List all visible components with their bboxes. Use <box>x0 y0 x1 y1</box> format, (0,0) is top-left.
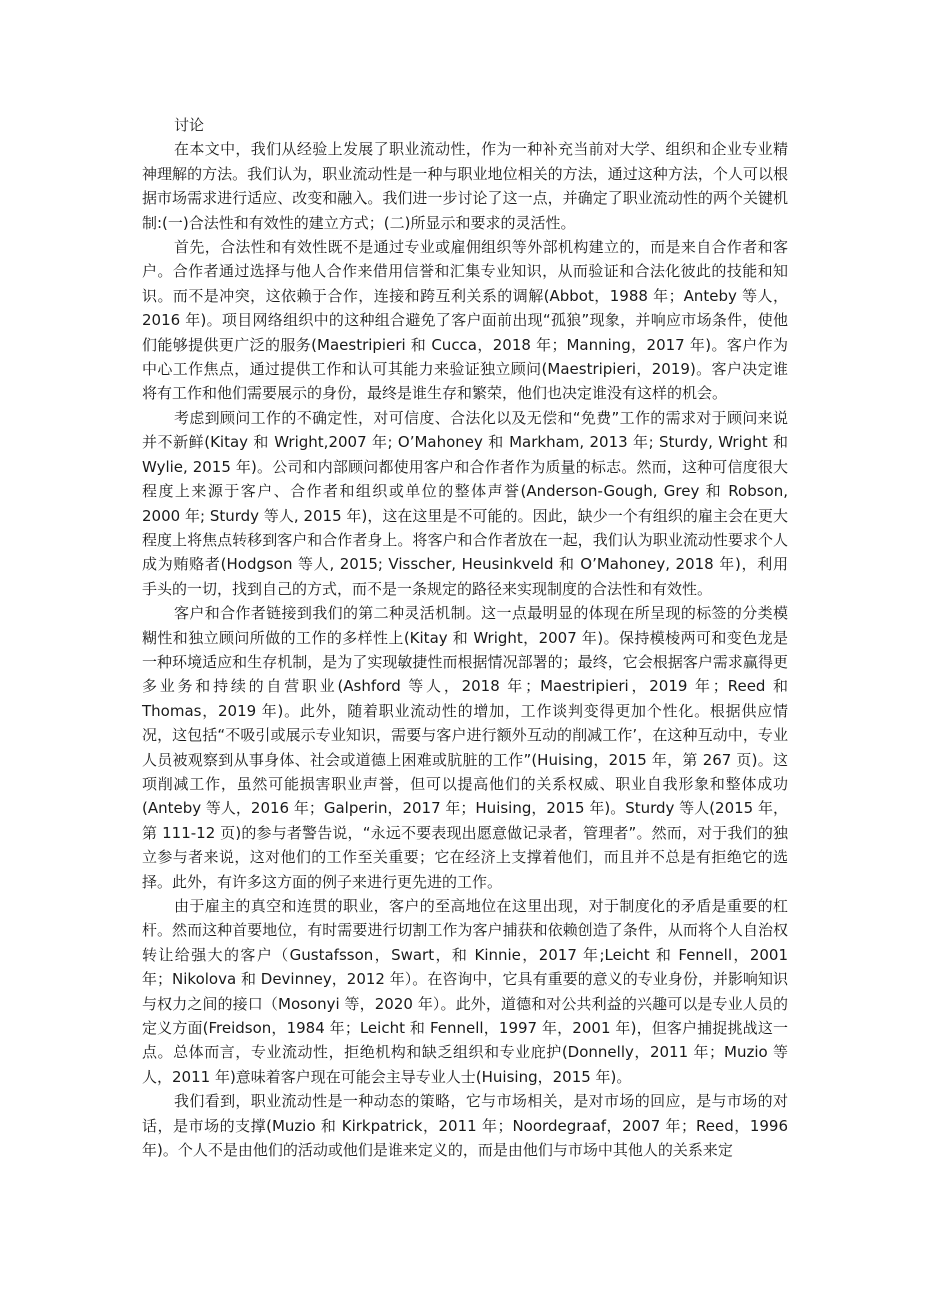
document-body <box>142 113 788 1162</box>
paragraph-3: 考虑到顾问工作的不确定性，对可信度、合法化以及无偿和“免费”工作的需求对于顾问来说并不新鲜(Kitay 和 Wright,2007 年; O’Mahoney 和 Markham, 2013 年; Sturdy, Wright 和 Wylie, 2015 年)。公司和内部顾问都使用客户和合作者作为质量的标志。然而，这种可信度很大程度上来源于客户、合作者和组织或单位的整体声誉(Anderson-Gough, Grey 和 Robson, 2000 年; Sturdy 等人, 2015 年)，这在这里是不可能的。因此，缺少一个有组织的雇主会在更大程度上将焦点转移到客户和合作者身上。将客户和合作者放在一起，我们认为职业流动性要求个人成为贿赂者(Hodgson 等人, 2015; Visscher, Heusinkveld 和 O’Mahoney, 2018 年)，利用手头的一切，找到自己的方式，而不是一条规定的路径来实现制度的合法性和有效性。 <box>142 408 788 598</box>
paragraph-2: 首先，合法性和有效性既不是通过专业或雇佣组织等外部机构建立的，而是来自合作者和客户。合作者通过选择与他人合作来借用信誉和汇集专业知识，从而验证和合法化彼此的技能和知识。而不是冲突，这依赖于合作，连接和跨互利关系的调解(Abbot，1988 年；Anteby 等人，2016 年)。项目网络组织中的这种组合避免了客户面前出现“孤狼”现象，并响应市场条件，使他们能够提供更广泛的服务(Maestripieri 和 Cucca，2018 年；Manning，2017 年)。客户作为中心工作焦点，通过提供工作和认可其能力来验证独立顾问(Maestripieri，2019)。客户决定谁将有工作和他们需要展示的身份，最终是谁生存和繁荣，他们也决定谁没有这样的机会。 <box>142 238 788 403</box>
paragraph-6: 我们看到，职业流动性是一种动态的策略，它与市场相关，是对市场的回应，是与市场的对话，是市场的支撑(Muzio 和 Kirkpatrick，2011 年；Noordegraaf，2007 年；Reed，1996 年)。个人不是由他们的活动或他们是谁来定义的，而是由他们与市场中其他人的关系来定 <box>142 1092 788 1160</box>
paragraph-4: 客户和合作者链接到我们的第二种灵活机制。这一点最明显的体现在所呈现的标签的分类模糊性和独立顾问所做的工作的多样性上(Kitay 和 Wright，2007 年)。保持模棱两可和变色龙是一种环境适应和生存机制，是为了实现敏捷性而根据情况部署的；最终，它会根据客户需求赢得更多业务和持续的自营职业(Ashford 等人，2018 年；Maestripieri，2019 年；Reed 和 Thomas，2019 年)。此外，随着职业流动性的增加，工作谈判变得更加个性化。根据供应情况，这包括“不吸引或展示专业知识，需要与客户进行额外互动的削减工作’，在这种互动中，专业人员被观察到从事身体、社会或道德上困难或肮脏的工作”(Huising，2015 年，第 267 页)。这项削减工作，虽然可能损害职业声誉，但可以提高他们的关系权威、职业自我形象和整体成功(Anteby 等人，2016 年；Galperin，2017 年；Huising，2015 年)。Sturdy 等人(2015 年，第 111-12 页)的参与者警告说，“永远不要表现出愿意做记录者，管理者”。然而，对于我们的独立参与者来说，这对他们的工作至关重要；它在经济上支撑着他们，而且并不总是有拒绝它的选择。此外，有许多这方面的例子来进行更先进的工作。 <box>142 604 788 891</box>
section-heading: 讨论 <box>174 116 205 134</box>
paragraph-5: 由于雇主的真空和连贯的职业，客户的至高地位在这里出现，对于制度化的矛盾是重要的杠杆。然而这种首要地位，有时需要进行切割工作为客户捕获和依赖创造了条件，从而将个人自治权转让给强大的客户（Gustafsson，Swart，和 Kinnie，2017 年;Leicht 和 Fennell，2001 年；Nikolova 和 Devinney，2012 年）。在咨询中，它具有重要的意义的专业身份，并影响知识与权力之间的接口（Mosonyi 等，2020 年）。此外，道德和对公共利益的兴趣可以是专业人员的定义方面(Freidson，1984 年；Leicht 和 Fennell，1997 年，2001 年)，但客户捕捉挑战这一点。总体而言，专业流动性，拒绝机构和缺乏组织和专业庇护(Donnelly，2011 年；Muzio 等人，2011 年)意味着客户现在可能会主导专业人士(Huising，2015 年)。 <box>142 897 788 1086</box>
paragraph-1: 在本文中，我们从经验上发展了职业流动性，作为一种补充当前对大学、组织和企业专业精神理解的方法。我们认为，职业流动性是一种与职业地位相关的方法，通过这种方法，个人可以根据市场需求进行适应、改变和融入。我们进一步讨论了这一点，并确定了职业流动性的两个关键机制:(一)合法性和有效性的建立方式；(二)所显示和要求的灵活性。 <box>142 140 788 232</box>
